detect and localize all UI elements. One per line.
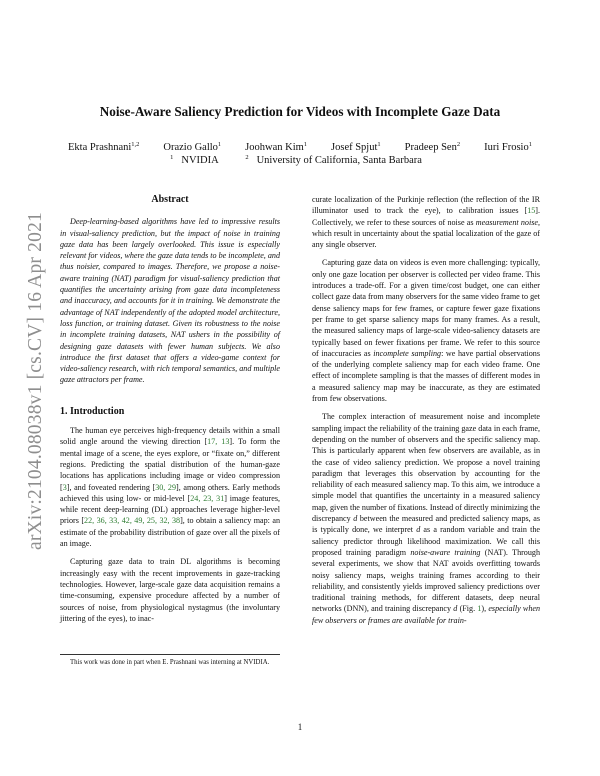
arxiv-stamp xyxy=(3,210,47,550)
citation-link[interactable]: 24, 23, 31 xyxy=(190,493,225,503)
citation-link[interactable]: 3 xyxy=(62,482,67,492)
citation-link[interactable]: 30, 29 xyxy=(155,482,177,492)
author: Iuri Frosio$^1$ xyxy=(484,141,532,153)
affiliation: $^2$ University of California, Santa Barbara xyxy=(245,154,422,166)
right-column xyxy=(312,194,540,633)
paragraph: Capturing gaze data to train DL algorithms is becoming increasingly easy with the recent improvements in gaze-tracking technologies. However, large-scale gaze data acquisition remains a time-consuming, expensive procedure affected by a number of sources of noise, from physiological nystagmus (the involuntary jittering of the eyes), to inac- xyxy=(60,557,280,623)
author: Joohwan Kim$^1$ xyxy=(245,141,308,153)
arxiv-id: arXiv:2104.08038v1 [cs.CV] 16 Apr 2021 xyxy=(25,212,46,550)
affiliation-list xyxy=(60,155,540,166)
page-number: 1 xyxy=(297,722,303,732)
author: Pradeep Sen$^2$ xyxy=(404,141,461,153)
author: Josef Spjut$^1$ xyxy=(331,141,381,153)
paragraph: curate localization of the Purkinje reflection (the reflection of the IR illuminator used to track the eye), to calibration issues [15]. Collectively, we refer to these sources of noise as measurement noise, which result in uncertainty about the spatial localization of the gaze of any single observer. xyxy=(312,195,541,250)
figure-link[interactable]: 1 xyxy=(477,604,482,614)
citation-link[interactable]: 22, 36, 33, 42, 49, 25, 32, 38 xyxy=(84,516,181,526)
paragraph: Capturing gaze data on videos is even more challenging: typically, only one gaze location per observer is collected per video frame. This introduces a trade-off. For a given time/cost budget, one can either collect gaze data from many observers for the same video frame to get dense saliency maps for few frames, or capture fewer gaze fixations per frame to get sparse saliency maps for many frames. As a result, the measured saliency maps of large-scale video-saliency datasets are typically based on fewer fixations per frame. We refer to this source of inaccuracies as incomplete sampling: we have partial observations of the underlying complete saliency map for each video frame. One effect of incomplete sampling is that the masses of different modes in a measured saliency map may be inaccurate, as they are estimated from few observations. xyxy=(312,258,540,404)
section-heading: 1. Introduction xyxy=(60,405,125,417)
author: Ekta Prashnani$^{1,2}$ xyxy=(68,141,140,153)
left-column xyxy=(60,194,280,631)
author: Orazio Gallo$^1$ xyxy=(163,141,222,153)
affiliation: $^1$ NVIDIA xyxy=(170,154,219,166)
citation-link[interactable]: 17, 13 xyxy=(207,437,230,447)
abstract-text: Deep-learning-based algorithms have led to impressive results in visual-saliency prediction, but the impact of noise in training gaze data has been largely overlooked. This issue is especially relevant for videos, where the gaze data tends to be incomplete, and thus noisier, compared to images. Therefore, we propose a noise-aware training (NAT) paradigm for visual-saliency prediction that quantifies the uncertainty arising from gaze data incompleteness and inaccuracy, and accounts for it in training. We demonstrate the advantage of NAT independently of the adopted model architecture, loss function, or training dataset. Given its robustness to the noise in incomplete training datasets, NAT ushers in the possibility of designing gaze datasets with fewer human subjects. We also introduce the first dataset that offers a video-game context for video-saliency research, with rich temporal semantics, and multiple gaze attractors per frame. xyxy=(60,217,280,385)
paragraph: The human eye perceives high-frequency details within a small solid angle around the viewing direction [17, 13]. To form the mental image of a scene, the eyes explore, or “fixate on,” different regions. Predicting the spatial distribution of the human-gaze locations has applications including image or video compression [3], and foveated rendering [30, 29], among others. Early methods achieved this using low- or mid-level [24, 23, 31] image features, while recent deep-learning (DL) approaches leverage higher-level priors [22, 36, 33, 42, 49, 25, 32, 38], to obtain a saliency map: an estimate of the probability distribution of gaze over all the pixels of an image. xyxy=(60,426,281,549)
abstract xyxy=(60,194,280,386)
paragraph: The complex interaction of measurement noise and incomplete sampling impact the reliability of the training gaze data in each frame, depending on the number of observers and the specific saliency map. This is particularly apparent when few observers are available, as in the case of video saliency prediction. We propose a novel training paradigm that leverages this observation by accounting for the reliability of each measured saliency map. To this aim, we introduce a simple model that quantifies the uncertainty in a measured saliency map, given the number of fixations. Instead of directly minimizing the discrepancy d between the measured and predicted saliency maps, as is typically done, we interpret d as a random variable and train the saliency predictor through likelihood maximization. We call this proposed training paradigm noise-aware training (NAT). Through several experiments, we show that NAT avoids overfitting towards noisy saliency maps, weighs training frames according to their reliability, and consistently yields improved saliency predictions over traditional training methods, for different datasets, deep neural networks (DNN), and training discrepancy d (Fig. 1), especially when few observers or frames are available for train- xyxy=(312,412,541,625)
paper-title: Noise-Aware Saliency Prediction for Videos with Incomplete Gaze Data xyxy=(99,104,501,119)
author-list xyxy=(60,142,540,153)
citation-link[interactable]: 15 xyxy=(527,206,536,216)
footnote: This work was done in part when E. Prashnani was interning at NVIDIA. xyxy=(60,654,280,668)
abstract-heading: Abstract xyxy=(151,194,189,205)
